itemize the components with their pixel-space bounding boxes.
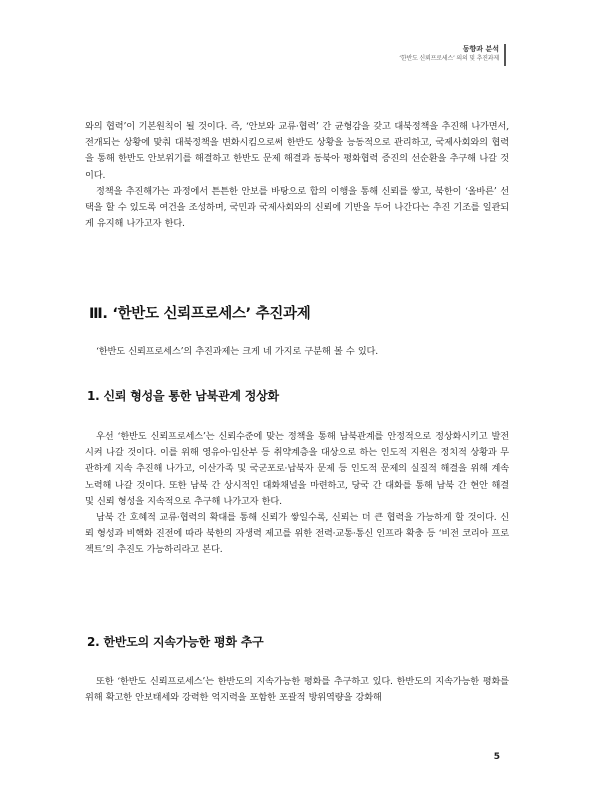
subsection-heading-1: 1. 신뢰 형성을 통한 남북관계 정상화 xyxy=(87,389,279,403)
subsection-heading-2: 2. 한반도의 지속가능한 평화 추구 xyxy=(87,635,264,649)
subsection-2-body xyxy=(85,674,509,706)
paragraph: 남북 간 호혜적 교류·협력의 확대를 통해 신뢰가 쌓일수록, 신뢰는 더 큰 협력을 가능하게 할 것이다. 신뢰 형성과 비핵화 진전에 따라 북한의 자생력 제고를 위한 전력·교통·통신 인프라 확충 등 ‘비전 코리아 프로젝트’의 추진도 가능하리라고 본다. xyxy=(85,512,509,556)
section-intro: ‘한반도 신뢰프로세스’의 추진과제는 크게 네 가지로 구분해 볼 수 있다. xyxy=(96,346,379,357)
running-header xyxy=(279,44,499,64)
paragraph: 와의 협력’이 기본원칙이 될 것이다. 즉, ‘안보와 교류·협력’ 간 균형감을 갖고 대북정책을 추진해 나가면서, 전개되는 상황에 맞춰 대북정책을 변화시킴으로써 한반도 상황을 능동적으로 관리하고, 국제사회와의 협력을 통해 한반도 안보위기를 해결하고 한반도 문제 해결과 동북아 평화협력 증진의 선순환을 추구해 나갈 것이다. xyxy=(85,121,509,181)
header-divider xyxy=(504,44,506,66)
section-intro-block xyxy=(85,344,509,360)
top-paragraphs xyxy=(85,119,509,232)
paragraph: 정책을 추진해가는 과정에서 튼튼한 안보를 바탕으로 합의 이행을 통해 신뢰를 쌓고, 북한이 ‘올바른’ 선택을 할 수 있도록 여건을 조성하며, 국민과 국제사회와의 신뢰에 기반을 두어 나간다는 추진 기조를 일관되게 유지해 나가고자 한다. xyxy=(85,185,509,230)
section-heading: Ⅲ. ‘한반도 신뢰프로세스’ 추진과제 xyxy=(89,306,311,322)
paragraph: 또한 ‘한반도 신뢰프로세스’는 한반도의 지속가능한 평화를 추구하고 있다. 한반도의 지속가능한 평화를 위해 확고한 안보태세와 강력한 억지력을 포함한 포괄적 방위역량을 강화해 xyxy=(85,676,509,704)
page-number: 5 xyxy=(493,752,500,762)
running-header-subtitle: ‘한반도 신뢰프로세스’ 의의 및 추진과제 xyxy=(399,55,499,62)
paragraph: 우선 ‘한반도 신뢰프로세스’는 신뢰수준에 맞는 정책을 통해 남북관계를 안정적으로 정상화시키고 발전시켜 나갈 것이다. 이를 위해 영유아·임산부 등 취약계층을 대상으로 하는 인도적 지원은 정치적 상황과 무관하게 지속 추진해 나가고, 이산가족 및 국군포로·납북자 문제 등 인도적 문제의 실질적 해결을 위해 계속 노력해 나갈 것이다. 또한 남북 간 상시적인 대화채널을 마련하고, 당국 간 대화를 통해 남북 간 현안 해결 및 신뢰 형성을 지속적으로 추구해 나가고자 한다. xyxy=(85,431,509,507)
subsection-1-body xyxy=(85,429,509,559)
running-header-section: 동향과 분석 xyxy=(462,45,499,53)
